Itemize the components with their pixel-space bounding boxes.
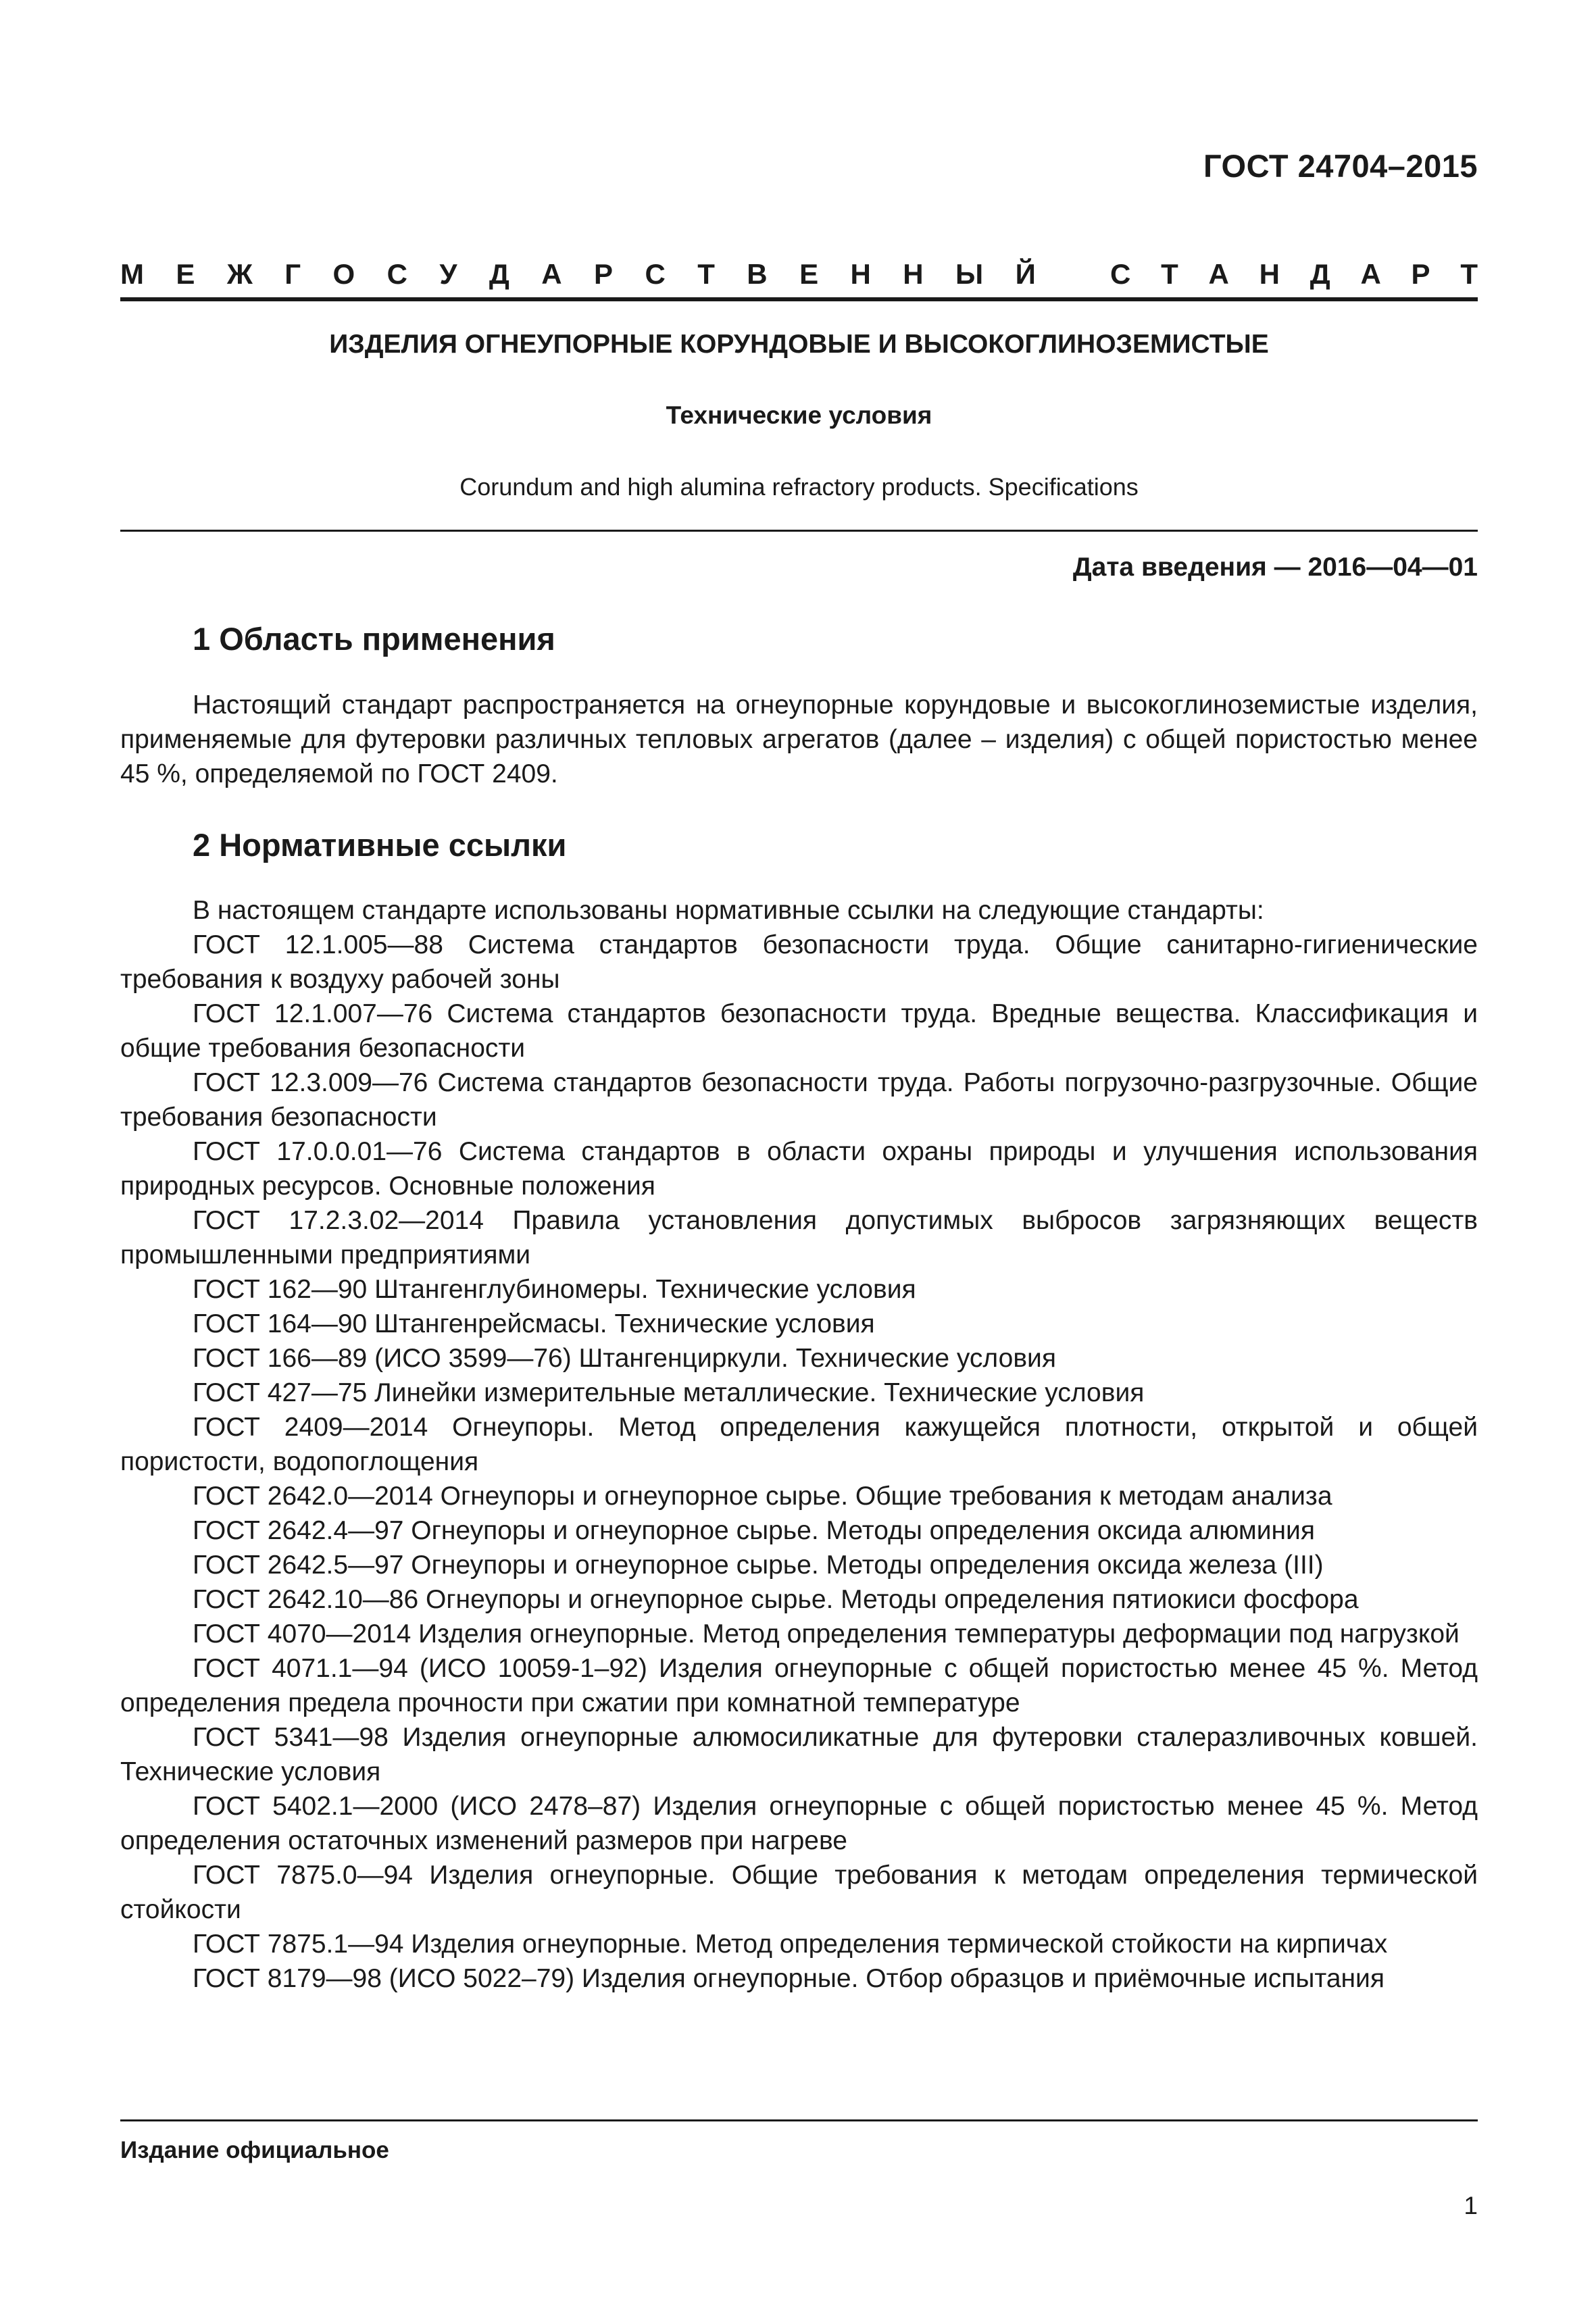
- introduction-date: Дата введения — 2016—04—01: [1072, 553, 1478, 582]
- official-edition-label: Издание официальное: [120, 2137, 389, 2163]
- standard-type-letter: Е: [176, 258, 195, 290]
- page-number: 1: [1464, 2192, 1478, 2219]
- standard-designation: ГОСТ 24704–2015: [1203, 148, 1478, 184]
- standard-type-letter: Д: [1310, 258, 1330, 290]
- section-1-body: [120, 688, 1478, 791]
- normative-reference-item: ГОСТ 2642.10—86 Огнеупоры и огнеупорное сырье. Методы определения пятиокиси фосфора: [193, 1585, 1359, 1614]
- section-1-paragraph: Настоящий стандарт распространяется на огнеупорные корундовые и высокоглиноземистые изделия, применяемые для футеровки различных тепловых агрегатов (далее – изделия) с общей пористостью менее 45 %, определяемой по ГОСТ 2409.: [120, 690, 1478, 788]
- normative-reference-item: ГОСТ 2642.5—97 Огнеупоры и огнеупорное сырье. Методы определения оксида железа (III): [193, 1551, 1324, 1580]
- normative-reference-item: ГОСТ 166—89 (ИСО 3599—76) Штангенциркули. Технические условия: [193, 1344, 1056, 1373]
- standard-type-letter: А: [1360, 258, 1381, 290]
- normative-reference-item: ГОСТ 2409—2014 Огнеупоры. Метод определения кажущейся плотности, открытой и общей пористости, водопоглощения: [120, 1413, 1478, 1476]
- normative-reference-item: ГОСТ 162—90 Штангенглубиномеры. Технические условия: [193, 1275, 916, 1304]
- standard-type-letter: Р: [594, 258, 614, 290]
- standard-type-letter: С: [645, 258, 666, 290]
- standard-type-letter: Ж: [226, 258, 253, 290]
- standard-type-letter: В: [747, 258, 768, 290]
- footer-rule: [120, 2119, 1478, 2121]
- normative-reference-item: ГОСТ 427—75 Линейки измерительные металлические. Технические условия: [193, 1378, 1145, 1407]
- standard-type-word-interstate: [120, 254, 1036, 295]
- normative-reference-item: ГОСТ 17.2.3.02—2014 Правила установления допустимых выбросов загрязняющих веществ промышленными предприятиями: [120, 1206, 1478, 1269]
- normative-reference-item: ГОСТ 17.0.0.01—76 Система стандартов в области охраны природы и улучшения использования природных ресурсов. Основные положения: [120, 1137, 1478, 1201]
- normative-reference-item: ГОСТ 7875.1—94 Изделия огнеупорные. Метод определения термической стойкости на кирпичах: [193, 1930, 1388, 1959]
- standard-type-letter: У: [439, 258, 457, 290]
- standard-type-letter: Р: [1411, 258, 1430, 290]
- standard-type-letter: Ы: [955, 258, 984, 290]
- document-title-english: Corundum and high alumina refractory products. Specifications: [459, 473, 1139, 501]
- normative-reference-item: ГОСТ 4071.1—94 (ИСО 10059-1–92) Изделия огнеупорные с общей пористостью менее 45 %. Метод определения предела прочности при сжатии при комнатной температуре: [120, 1654, 1478, 1717]
- standard-type-letter: А: [541, 258, 562, 290]
- normative-reference-item: ГОСТ 4070—2014 Изделия огнеупорные. Метод определения температуры деформации под нагрузкой: [193, 1619, 1460, 1649]
- normative-reference-item: ГОСТ 12.3.009—76 Система стандартов безопасности труда. Работы погрузочно-разгрузочные. Общие требования безопасности: [120, 1068, 1478, 1132]
- header-rule: [120, 297, 1478, 301]
- standard-type-letter: Г: [284, 258, 301, 290]
- normative-reference-item: ГОСТ 12.1.007—76 Система стандартов безопасности труда. Вредные вещества. Классификация и общие требования безопасности: [120, 999, 1478, 1063]
- normative-reference-item: ГОСТ 12.1.005—88 Система стандартов безопасности труда. Общие санитарно-гигиенические требования к воздуху рабочей зоны: [120, 930, 1478, 994]
- standard-type-letter: О: [332, 258, 355, 290]
- standard-type-letter: Д: [489, 258, 509, 290]
- section-2-intro: В настоящем стандарте использованы нормативные ссылки на следующие стандарты:: [193, 896, 1264, 925]
- standard-type-letter: Й: [1015, 258, 1036, 290]
- standard-type-letter: Н: [850, 258, 871, 290]
- standard-type-letter: С: [1110, 258, 1131, 290]
- normative-reference-item: ГОСТ 5341—98 Изделия огнеупорные алюмосиликатные для футеровки сталеразливочных ковшей. Технические условия: [120, 1723, 1478, 1786]
- standard-type-letter: С: [386, 258, 407, 290]
- title-rule: [120, 530, 1478, 532]
- standard-type-letter: Т: [697, 258, 715, 290]
- section-2-body: [120, 893, 1478, 1996]
- section-2-heading: 2 Нормативные ссылки: [193, 827, 567, 863]
- standard-type-letter: Т: [1161, 258, 1178, 290]
- normative-reference-item: ГОСТ 8179—98 (ИСО 5022–79) Изделия огнеупорные. Отбор образцов и приёмочные испытания: [193, 1964, 1385, 1993]
- section-1-heading: 1 Область применения: [193, 621, 555, 657]
- standard-type-letter: М: [120, 258, 144, 290]
- standard-type-word-standard: [1110, 254, 1478, 295]
- normative-reference-item: ГОСТ 5402.1—2000 (ИСО 2478–87) Изделия огнеупорные с общей пористостью менее 45 %. Метод определения остаточных изменений размеров при нагреве: [120, 1792, 1478, 1855]
- standard-type-letter: А: [1208, 258, 1229, 290]
- standard-type-letter: Е: [799, 258, 819, 290]
- document-subtitle: Технические условия: [666, 401, 932, 429]
- standard-type-heading: [120, 254, 1478, 295]
- standard-type-letter: Н: [903, 258, 924, 290]
- normative-reference-item: ГОСТ 2642.4—97 Огнеупоры и огнеупорное сырье. Методы определения оксида алюминия: [193, 1516, 1315, 1545]
- standard-type-letter: Т: [1460, 258, 1478, 290]
- standard-type-letter: Н: [1259, 258, 1280, 290]
- normative-reference-list: [120, 928, 1478, 1996]
- normative-reference-item: ГОСТ 2642.0—2014 Огнеупоры и огнеупорное сырье. Общие требования к методам анализа: [193, 1482, 1332, 1511]
- document-title: ИЗДЕЛИЯ ОГНЕУПОРНЫЕ КОРУНДОВЫЕ И ВЫСОКОГЛИНОЗЕМИСТЫЕ: [329, 330, 1269, 359]
- normative-reference-item: ГОСТ 7875.0—94 Изделия огнеупорные. Общие требования к методам определения термической стойкости: [120, 1861, 1478, 1924]
- normative-reference-item: ГОСТ 164—90 Штангенрейсмасы. Технические условия: [193, 1309, 875, 1338]
